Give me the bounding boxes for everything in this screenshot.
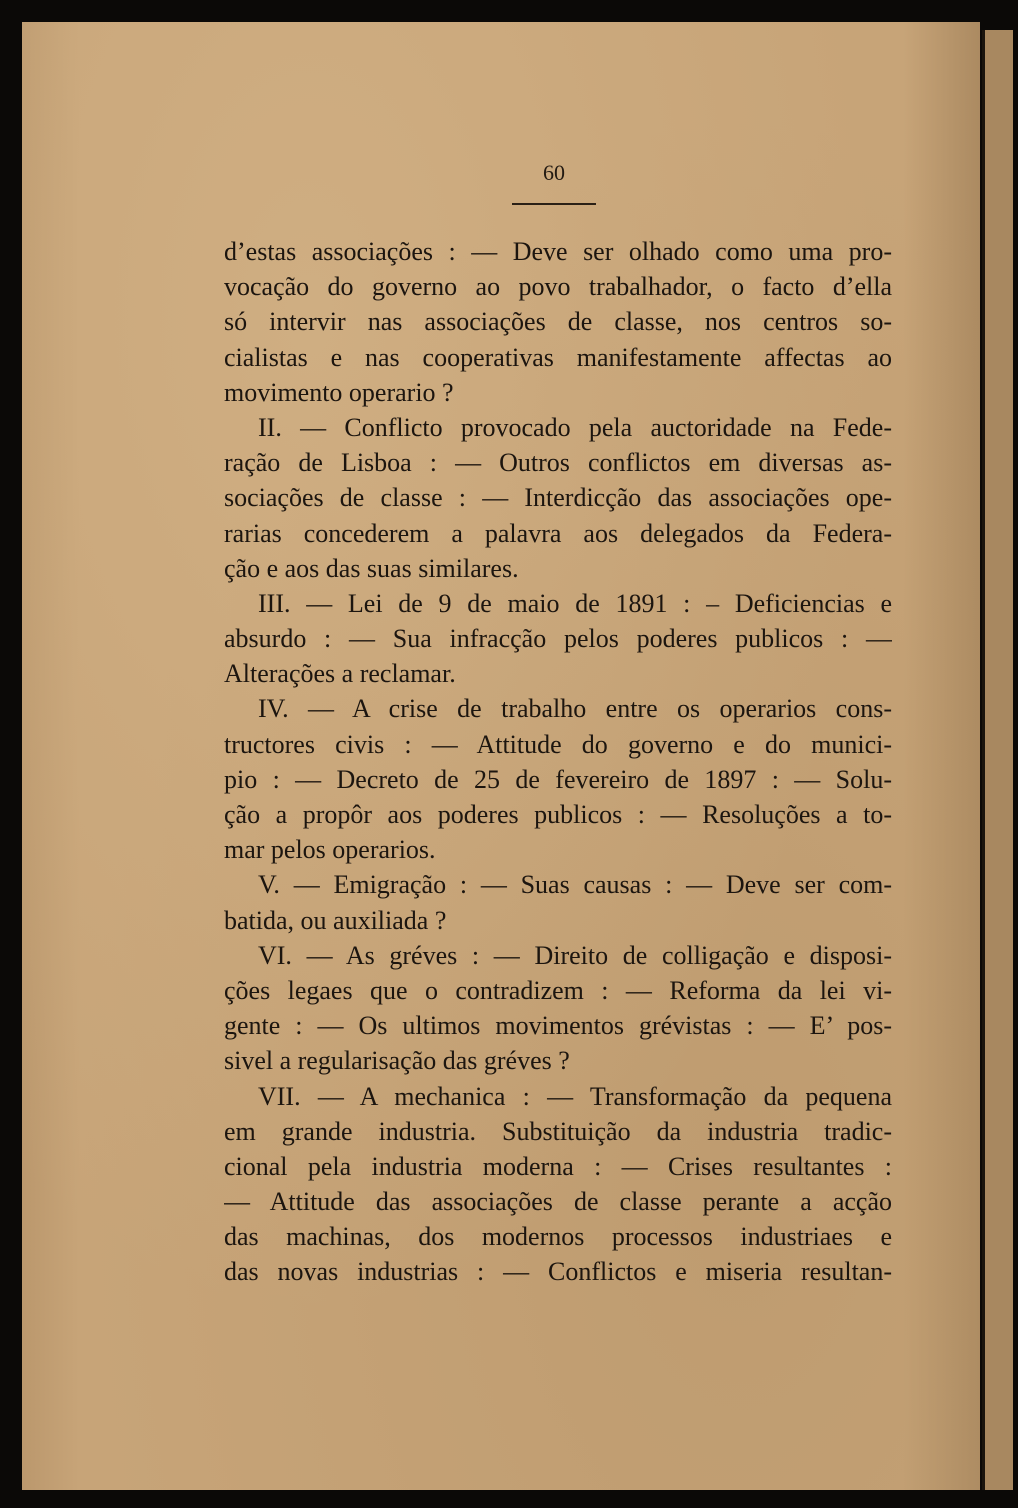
- text-line: em grande industria. Substituição da industria tradic-: [224, 1116, 892, 1146]
- text-line: III. — Lei de 9 de maio de 1891 : – Deficiencias e: [258, 588, 892, 618]
- header-rule: [512, 203, 596, 205]
- text-line: IV. — A crise de trabalho entre os operarios cons-: [258, 694, 892, 724]
- text-line: das machinas, dos modernos processos industriaes e: [224, 1222, 892, 1252]
- text-line: Alterações a reclamar.: [224, 659, 456, 689]
- text-line: das novas industrias : — Conflictos e miseria resultan-: [224, 1257, 892, 1287]
- text-line: movimento operario ?: [224, 377, 454, 407]
- text-line: cional pela industria moderna : — Crises resultantes :: [224, 1151, 892, 1181]
- text-line: II. — Conflicto provocado pela auctoridade na Fede-: [258, 412, 892, 442]
- text-line: sivel a regularisação das gréves ?: [224, 1046, 570, 1076]
- text-line: sociações de classe : — Interdicção das associações ope-: [224, 483, 892, 513]
- text-line: ções legaes que o contradizem : — Reforma da lei vi-: [224, 975, 892, 1005]
- text-line: V. — Emigração : — Suas causas : — Deve ser com-: [258, 870, 892, 900]
- next-page-edge: [982, 30, 1013, 1490]
- text-line: rarias concederem a palavra aos delegados da Federa-: [224, 518, 892, 548]
- text-line: cialistas e nas cooperativas manifestamente affectas ao: [224, 342, 892, 372]
- text-line: tructores civis : — Attitude do governo e do munici-: [224, 729, 892, 759]
- text-line: mar pelos operarios.: [224, 835, 436, 865]
- text-line: batida, ou auxiliada ?: [224, 905, 447, 935]
- text-line: — Attitude das associações de classe perante a acção: [224, 1187, 892, 1217]
- text-line: VII. — A mechanica : — Transformação da pequena: [258, 1081, 892, 1111]
- body-text: [224, 234, 892, 1290]
- page-number: 60: [543, 160, 565, 185]
- text-line: vocação do governo ao povo trabalhador, o facto d’ella: [224, 272, 892, 302]
- text-line: d’estas associações : — Deve ser olhado como uma pro-: [224, 237, 892, 266]
- text-line: absurdo : — Sua infracção pelos poderes publicos : —: [224, 624, 892, 654]
- text-line: pio : — Decreto de 25 de fevereiro de 1897 : — Solu-: [224, 764, 892, 794]
- text-line: ção a propôr aos poderes publicos : — Resoluções a to-: [224, 800, 892, 829]
- text-line: ração de Lisboa : — Outros conflictos em diversas as-: [224, 448, 892, 478]
- text-line: VI. — As gréves : — Direito de colligação e disposi-: [258, 940, 892, 970]
- text-line: ção e aos das suas similares.: [224, 553, 519, 583]
- text-line: gente : — Os ultimos movimentos grévistas : — E’ pos-: [224, 1011, 892, 1041]
- text-line: só intervir nas associações de classe, nos centros so-: [224, 307, 892, 337]
